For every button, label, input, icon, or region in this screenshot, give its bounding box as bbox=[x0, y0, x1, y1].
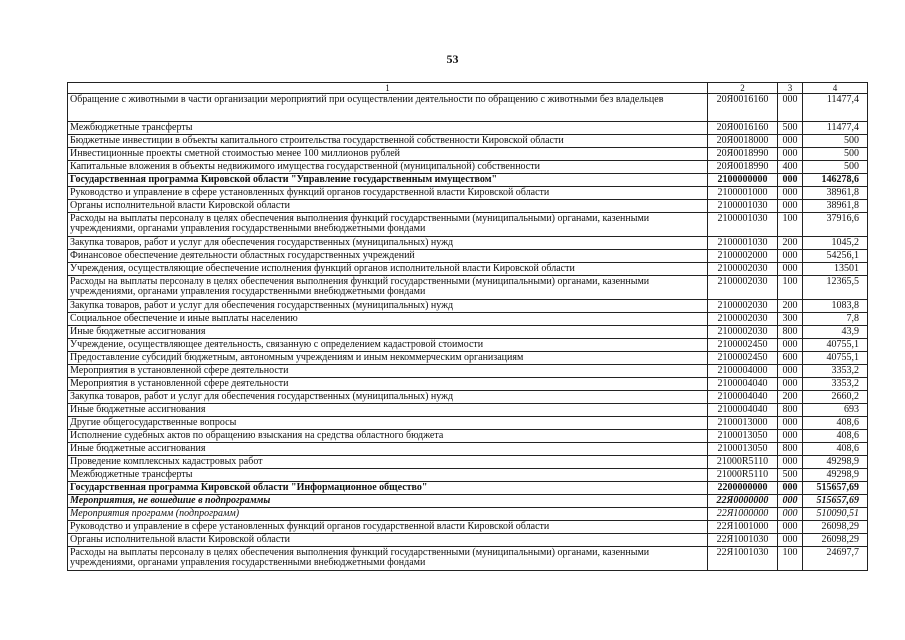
table-row bbox=[68, 174, 868, 187]
row-amount: 408,6 bbox=[803, 417, 868, 430]
row-name: Иные бюджетные ассигнования bbox=[68, 404, 708, 417]
row-amount: 43,9 bbox=[803, 326, 868, 339]
budget-table bbox=[67, 82, 868, 571]
row-name: Проведение комплексных кадастровых работ bbox=[68, 456, 708, 469]
table-row bbox=[68, 161, 868, 174]
row-category: 000 bbox=[778, 174, 803, 187]
row-code: 2100013050 bbox=[708, 430, 778, 443]
row-name: Мероприятия в установленной сфере деятельности bbox=[68, 378, 708, 391]
table-row bbox=[68, 276, 868, 300]
row-amount: 13501 bbox=[803, 263, 868, 276]
row-category: 600 bbox=[778, 352, 803, 365]
row-category: 000 bbox=[778, 456, 803, 469]
row-name: Учреждения, осуществляющие обеспечение исполнения функций органов исполнительной власти Кировской области bbox=[68, 263, 708, 276]
table-row bbox=[68, 263, 868, 276]
row-name: Руководство и управление в сфере установленных функций органов государственной власти Кировской области bbox=[68, 187, 708, 200]
row-amount: 40755,1 bbox=[803, 352, 868, 365]
row-code: 22Я0000000 bbox=[708, 495, 778, 508]
row-name: Расходы на выплаты персоналу в целях обеспечения выполнения функций государственными (муниципальными) органами, казенными учреждениями, органами управления государственными внебюджетными фондами bbox=[68, 276, 708, 300]
row-name: Межбюджетные трансферты bbox=[68, 122, 708, 135]
row-name: Органы исполнительной власти Кировской области bbox=[68, 200, 708, 213]
row-name: Расходы на выплаты персоналу в целях обеспечения выполнения функций государственными (муниципальными) органами, казенными учреждениями, органами управления государственными внебюджетными фондами bbox=[68, 213, 708, 237]
row-category: 800 bbox=[778, 404, 803, 417]
row-amount: 693 bbox=[803, 404, 868, 417]
row-code: 2200000000 bbox=[708, 482, 778, 495]
row-code: 2100001030 bbox=[708, 237, 778, 250]
row-code: 22Я1001030 bbox=[708, 534, 778, 547]
row-name: Инвестиционные проекты сметной стоимостью менее 100 миллионов рублей bbox=[68, 148, 708, 161]
row-amount: 54256,1 bbox=[803, 250, 868, 263]
column-header-1: 1 bbox=[68, 83, 708, 94]
table-row bbox=[68, 300, 868, 313]
row-code: 20Я0016160 bbox=[708, 122, 778, 135]
row-category: 000 bbox=[778, 200, 803, 213]
row-amount: 11477,4 bbox=[803, 122, 868, 135]
row-amount: 12365,5 bbox=[803, 276, 868, 300]
row-code: 21000R5110 bbox=[708, 456, 778, 469]
row-code: 2100001030 bbox=[708, 213, 778, 237]
table-row bbox=[68, 443, 868, 456]
row-name: Обращение с животными в части организации мероприятий при осуществлении деятельности по обращению с животными без владельцев bbox=[68, 94, 708, 122]
row-code: 2100013000 bbox=[708, 417, 778, 430]
row-code: 22Я1001000 bbox=[708, 521, 778, 534]
row-category: 000 bbox=[778, 187, 803, 200]
row-amount: 500 bbox=[803, 135, 868, 148]
row-code: 2100002450 bbox=[708, 339, 778, 352]
row-name: Мероприятия, не вошедшие в подпрограммы bbox=[68, 495, 708, 508]
row-name: Финансовое обеспечение деятельности областных государственных учреждений bbox=[68, 250, 708, 263]
row-code: 2100004040 bbox=[708, 378, 778, 391]
table-row bbox=[68, 352, 868, 365]
row-name: Руководство и управление в сфере установленных функций органов государственной власти Кировской области bbox=[68, 521, 708, 534]
row-name: Органы исполнительной власти Кировской области bbox=[68, 534, 708, 547]
row-code: 2100002030 bbox=[708, 326, 778, 339]
row-amount: 3353,2 bbox=[803, 378, 868, 391]
table-row bbox=[68, 456, 868, 469]
row-amount: 38961,8 bbox=[803, 187, 868, 200]
row-amount: 408,6 bbox=[803, 430, 868, 443]
row-category: 000 bbox=[778, 417, 803, 430]
row-code: 20Я0018990 bbox=[708, 148, 778, 161]
row-amount: 510090,51 bbox=[803, 508, 868, 521]
table-row bbox=[68, 534, 868, 547]
row-amount: 38961,8 bbox=[803, 200, 868, 213]
row-name: Предоставление субсидий бюджетным, автономным учреждениям и иным некоммерческим организациям bbox=[68, 352, 708, 365]
row-code: 2100013050 bbox=[708, 443, 778, 456]
row-category: 000 bbox=[778, 135, 803, 148]
row-name: Мероприятия программ (подпрограмм) bbox=[68, 508, 708, 521]
row-amount: 37916,6 bbox=[803, 213, 868, 237]
row-category: 000 bbox=[778, 482, 803, 495]
row-code: 20Я0018000 bbox=[708, 135, 778, 148]
row-amount: 500 bbox=[803, 148, 868, 161]
row-category: 800 bbox=[778, 326, 803, 339]
row-category: 400 bbox=[778, 161, 803, 174]
row-amount: 1045,2 bbox=[803, 237, 868, 250]
row-name: Закупка товаров, работ и услуг для обеспечения государственных (муниципальных) нужд bbox=[68, 391, 708, 404]
row-category: 000 bbox=[778, 495, 803, 508]
table-row bbox=[68, 326, 868, 339]
row-category: 000 bbox=[778, 250, 803, 263]
row-name: Закупка товаров, работ и услуг для обеспечения государственных (муниципальных) нужд bbox=[68, 237, 708, 250]
row-name: Мероприятия в установленной сфере деятельности bbox=[68, 365, 708, 378]
row-category: 000 bbox=[778, 263, 803, 276]
row-category: 500 bbox=[778, 469, 803, 482]
row-amount: 500 bbox=[803, 161, 868, 174]
row-category: 000 bbox=[778, 521, 803, 534]
table-row bbox=[68, 521, 868, 534]
table-row bbox=[68, 122, 868, 135]
row-category: 100 bbox=[778, 276, 803, 300]
row-name: Капитальные вложения в объекты недвижимого имущества государственной (муниципальной) собственности bbox=[68, 161, 708, 174]
row-amount: 49298,9 bbox=[803, 456, 868, 469]
row-code: 2100002450 bbox=[708, 352, 778, 365]
row-amount: 26098,29 bbox=[803, 521, 868, 534]
table-row bbox=[68, 135, 868, 148]
table-row bbox=[68, 430, 868, 443]
table-body bbox=[68, 83, 868, 571]
row-category: 000 bbox=[778, 508, 803, 521]
row-name: Бюджетные инвестиции в объекты капитального строительства государственной собственности Кировской области bbox=[68, 135, 708, 148]
row-amount: 408,6 bbox=[803, 443, 868, 456]
row-category: 000 bbox=[778, 378, 803, 391]
row-code: 22Я1001030 bbox=[708, 547, 778, 571]
column-header-4: 4 bbox=[803, 83, 868, 94]
table-row bbox=[68, 365, 868, 378]
table-row bbox=[68, 417, 868, 430]
row-category: 200 bbox=[778, 237, 803, 250]
row-amount: 24697,7 bbox=[803, 547, 868, 571]
row-code: 2100002030 bbox=[708, 263, 778, 276]
table-row bbox=[68, 404, 868, 417]
row-code: 2100004040 bbox=[708, 391, 778, 404]
row-category: 000 bbox=[778, 534, 803, 547]
row-name: Другие общегосударственные вопросы bbox=[68, 417, 708, 430]
row-name: Иные бюджетные ассигнования bbox=[68, 443, 708, 456]
table-row bbox=[68, 547, 868, 571]
row-name: Иные бюджетные ассигнования bbox=[68, 326, 708, 339]
table-row bbox=[68, 187, 868, 200]
table-row bbox=[68, 213, 868, 237]
table-row bbox=[68, 250, 868, 263]
row-amount: 3353,2 bbox=[803, 365, 868, 378]
row-code: 20Я0018990 bbox=[708, 161, 778, 174]
table-row bbox=[68, 469, 868, 482]
row-amount: 515657,69 bbox=[803, 495, 868, 508]
table-row bbox=[68, 237, 868, 250]
row-name: Межбюджетные трансферты bbox=[68, 469, 708, 482]
row-code: 2100001030 bbox=[708, 200, 778, 213]
column-header-2: 2 bbox=[708, 83, 778, 94]
page-number: 53 bbox=[446, 52, 459, 66]
row-name: Учреждение, осуществляющее деятельность, связанную с определением кадастровой стоимости bbox=[68, 339, 708, 352]
row-amount: 40755,1 bbox=[803, 339, 868, 352]
table-row bbox=[68, 313, 868, 326]
row-amount: 49298,9 bbox=[803, 469, 868, 482]
row-category: 200 bbox=[778, 391, 803, 404]
row-category: 800 bbox=[778, 443, 803, 456]
row-amount: 146278,6 bbox=[803, 174, 868, 187]
row-amount: 2660,2 bbox=[803, 391, 868, 404]
column-header-3: 3 bbox=[778, 83, 803, 94]
row-code: 2100004000 bbox=[708, 365, 778, 378]
row-category: 200 bbox=[778, 300, 803, 313]
table-row bbox=[68, 508, 868, 521]
row-amount: 515657,69 bbox=[803, 482, 868, 495]
table-row bbox=[68, 495, 868, 508]
row-code: 20Я0016160 bbox=[708, 94, 778, 122]
row-code: 21000R5110 bbox=[708, 469, 778, 482]
row-category: 000 bbox=[778, 365, 803, 378]
row-name: Социальное обеспечение и иные выплаты населению bbox=[68, 313, 708, 326]
row-name: Исполнение судебных актов по обращению взыскания на средства областного бюджета bbox=[68, 430, 708, 443]
header-row bbox=[68, 83, 868, 94]
row-category: 000 bbox=[778, 430, 803, 443]
table-row bbox=[68, 378, 868, 391]
row-code: 22Я1000000 bbox=[708, 508, 778, 521]
row-amount: 7,8 bbox=[803, 313, 868, 326]
row-category: 000 bbox=[778, 339, 803, 352]
table-row bbox=[68, 482, 868, 495]
row-category: 500 bbox=[778, 122, 803, 135]
table-row bbox=[68, 94, 868, 122]
row-code: 2100002000 bbox=[708, 250, 778, 263]
row-category: 000 bbox=[778, 94, 803, 122]
row-name: Государственная программа Кировской области "Управление государственным имуществом" bbox=[68, 174, 708, 187]
row-category: 100 bbox=[778, 213, 803, 237]
row-category: 000 bbox=[778, 148, 803, 161]
row-category: 300 bbox=[778, 313, 803, 326]
row-name: Государственная программа Кировской области "Информационное общество" bbox=[68, 482, 708, 495]
row-code: 2100004040 bbox=[708, 404, 778, 417]
row-name: Расходы на выплаты персоналу в целях обеспечения выполнения функций государственными (муниципальными) органами, казенными учреждениями, органами управления государственными внебюджетными фондами bbox=[68, 547, 708, 571]
table-row bbox=[68, 391, 868, 404]
table-row bbox=[68, 339, 868, 352]
row-code: 2100002030 bbox=[708, 276, 778, 300]
row-code: 2100000000 bbox=[708, 174, 778, 187]
row-category: 100 bbox=[778, 547, 803, 571]
row-code: 2100002030 bbox=[708, 300, 778, 313]
row-amount: 1083,8 bbox=[803, 300, 868, 313]
row-name: Закупка товаров, работ и услуг для обеспечения государственных (муниципальных) нужд bbox=[68, 300, 708, 313]
row-amount: 11477,4 bbox=[803, 94, 868, 122]
row-code: 2100002030 bbox=[708, 313, 778, 326]
table-row bbox=[68, 148, 868, 161]
table-row bbox=[68, 200, 868, 213]
row-code: 2100001000 bbox=[708, 187, 778, 200]
row-amount: 26098,29 bbox=[803, 534, 868, 547]
